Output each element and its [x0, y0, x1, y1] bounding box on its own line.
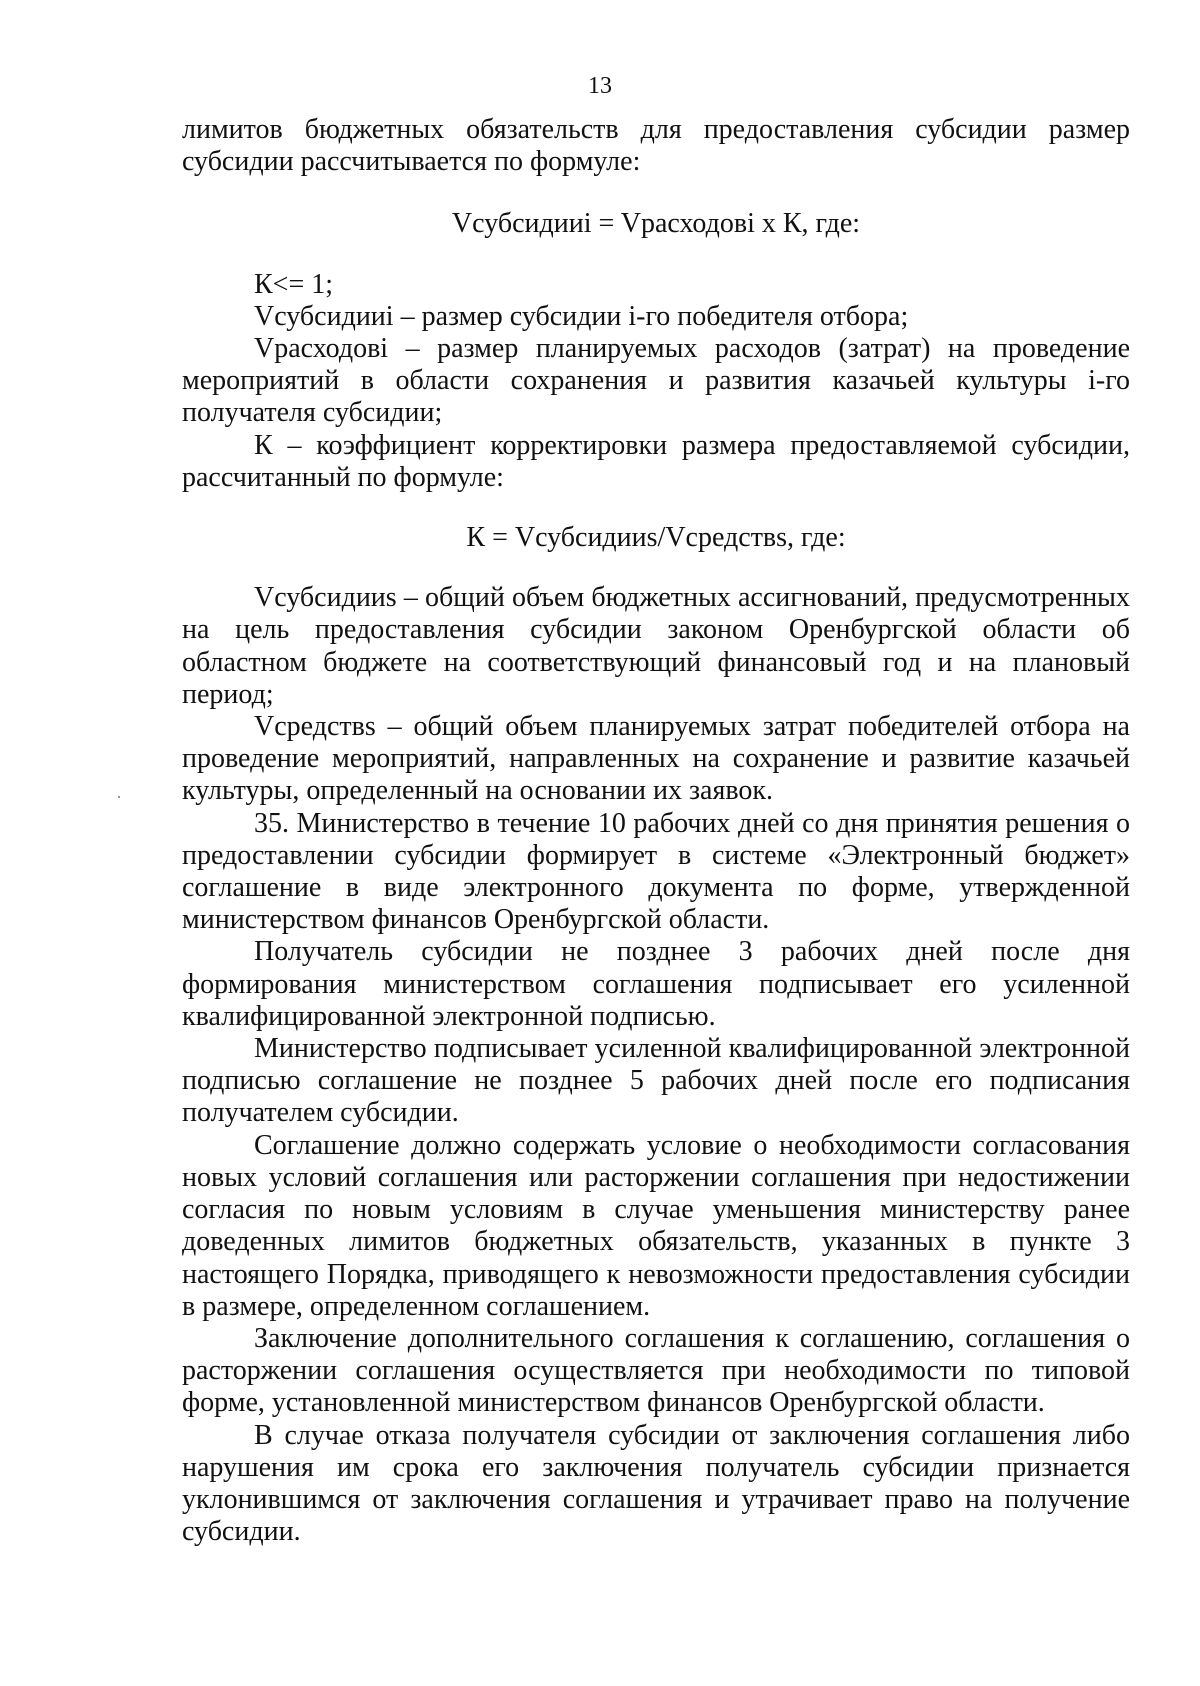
paragraph-v-funds-definition: Vсредствs – общий объем планируемых затрат победителей отбора на проведение мероприятий, направленных на сохранение и развитие казачьей культуры, определенный на основании их заявок. — [182, 711, 1130, 807]
page-number: 13 — [588, 73, 612, 99]
paragraph-v-subsidy-definition: Vсубсидииi – размер субсидии i-го победителя отбора; — [254, 300, 909, 332]
formula-subsidy-size: Vсубсидииi = Vрасходовi x К, где: — [451, 208, 861, 240]
paragraph-recipient-signing: Получатель субсидии не позднее 3 рабочих дней после дня формирования министерством соглашения подписывает его усиленной квалифицированной электронной подписью. — [182, 936, 1130, 1032]
scan-speck — [118, 796, 120, 798]
formula-k-coefficient: К = Vсубсидииs/Vсредствs, где: — [466, 522, 846, 554]
paragraph-v-subsidies-total-definition: Vсубсидииs – общий объем бюджетных ассигнований, предусмотренных на цель предоставления субсидии законом Оренбургской области об областном бюджете на соответствующий финансовый год и на плановый период; — [182, 582, 1130, 710]
paragraph-agreement-conditions: Соглашение должно содержать условие о необходимости согласования новых условий соглашения или расторжении соглашения при недостижении согласия по новым условиям в случае уменьшения министерству ранее доведенных лимитов бюджетных обязательств, указанных в пункте 3 настоящего Порядка, приводящего к невозможности предоставления субсидии в размере, определенном соглашением. — [182, 1129, 1130, 1322]
paragraph-additional-agreement: Заключение дополнительного соглашения к соглашению, соглашения о расторжении соглашения осуществляется при необходимости по типовой форме, установленной министерством финансов Оренбургской области. — [182, 1322, 1130, 1419]
paragraph-k-condition: К<= 1; — [254, 268, 334, 300]
paragraph-35-agreement-formation: 35. Министерство в течение 10 рабочих дней со дня принятия решения о предоставлении субсидии формирует в системе «Электронный бюджет» соглашение в виде электронного документа по форме, утвержденной министерством финансов Оренбургской области. — [182, 807, 1130, 936]
document-body — [182, 114, 1130, 1548]
paragraph-refusal-consequences: В случае отказа получателя субсидии от заключения соглашения либо нарушения им срока его заключения получатель субсидии признается уклонившимся от заключения соглашения и утрачивает право на получение субсидии. — [182, 1419, 1130, 1548]
paragraph-limits-continuation: лимитов бюджетных обязательств для предоставления субсидии размер субсидии рассчитывается по формуле: — [182, 114, 1130, 178]
paragraph-ministry-signing: Министерство подписывает усиленной квалифицированной электронной подписью соглашение не позднее 5 рабочих дней после его подписания получателем субсидии. — [182, 1033, 1130, 1129]
paragraph-k-definition: К – коэффициент корректировки размера предоставляемой субсидии, рассчитанный по формуле: — [182, 429, 1130, 493]
paragraph-v-expenses-definition: Vрасходовi – размер планируемых расходов (затрат) на проведение мероприятий в области сохранения и развития казачьей культуры i-го получателя субсидии; — [182, 333, 1130, 429]
